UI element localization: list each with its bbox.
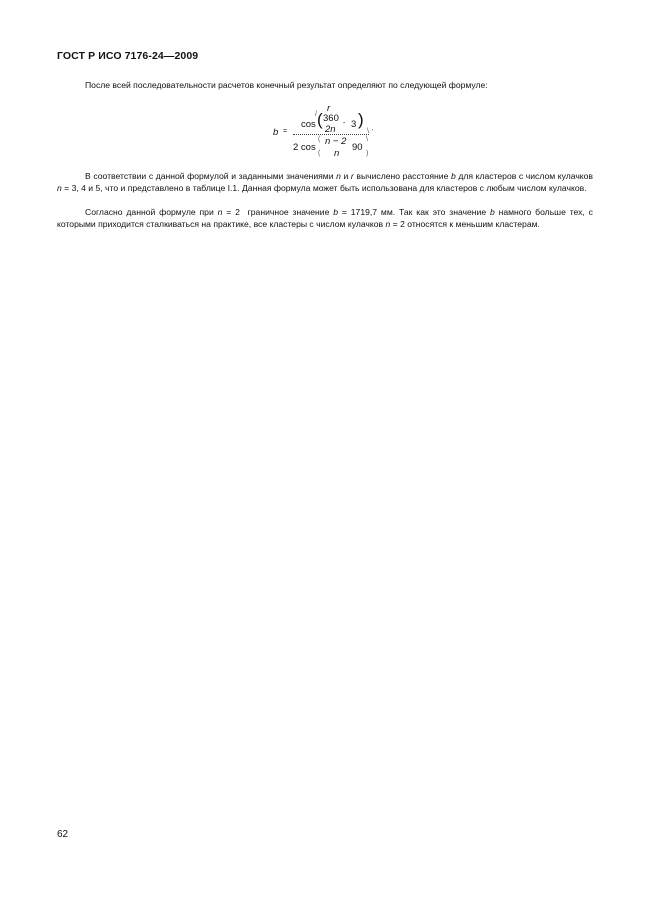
formula-r: r	[327, 103, 331, 114]
formula-fraction-line	[293, 134, 369, 135]
formula-n-minus-2: n − 2	[325, 136, 347, 147]
formula-equals: =	[283, 128, 288, 135]
formula-mark-tr: \	[367, 128, 369, 135]
paragraph-boundary-value	[57, 207, 593, 230]
text-fragment: и	[340, 171, 351, 181]
text-fragment: намного больше тех, с которыми приходится сталкиваться на практике, все кластеры с числом кулачков	[57, 207, 593, 229]
formula-90: 90	[352, 142, 363, 153]
text-fragment: В соответствии с данной формулой и заданными значениями	[85, 171, 337, 181]
formula-mark-r1: \	[366, 136, 368, 143]
formula-360: 360	[323, 113, 339, 124]
formula-lhs-b: b	[273, 127, 279, 138]
text-fragment: = 1719,7 мм. Так как это значение	[338, 207, 490, 217]
page-number: 62	[57, 829, 69, 840]
formula-minus-top: -	[343, 120, 346, 127]
text-fragment: для кластеров с числом кулачков	[455, 171, 593, 181]
var-b: b	[333, 207, 339, 217]
var-n: n	[217, 207, 223, 217]
formula-2n: 2n	[325, 124, 336, 135]
formula-mark-l2: (	[318, 150, 321, 157]
var-b: b	[450, 171, 456, 181]
text-fragment: вычислено расстояние	[353, 171, 451, 181]
intro-text: После всей последовательности расчетов конечный результат определяют по следующей формуле:	[85, 80, 488, 90]
text-fragment: = 2 относятся к меньшим кластерам.	[390, 218, 540, 229]
document-header: ГОСТ Р ИСО 7176-24—2009	[57, 50, 199, 62]
formula-mark-top: /	[315, 111, 317, 118]
var-r: r	[350, 171, 354, 181]
var-n: n	[57, 182, 62, 193]
formula-rparen-top: )	[358, 110, 364, 129]
var-b: b	[489, 207, 495, 217]
formula-lparen-top: (	[317, 110, 323, 129]
formula-mark-l1: (	[318, 136, 321, 143]
formula-2cos: 2 cos	[293, 142, 316, 153]
formula-block	[0, 0, 646, 170]
text-fragment: Согласно данной формуле при	[85, 207, 218, 217]
formula-mark-tr2: '	[372, 129, 374, 136]
formula-cos-top: cos	[301, 119, 316, 130]
paragraph-formula-explanation	[57, 171, 593, 194]
var-n: n	[385, 218, 391, 229]
text-fragment: = 3, 4 и 5, что и представлено в таблице I.1. Данная формула может быть использована для кластеров с любым числом кулачков.	[61, 182, 587, 193]
formula-den-n: n	[334, 148, 340, 159]
var-n: n	[336, 171, 341, 181]
text-fragment: = 2 граничное значение	[222, 207, 334, 217]
formula-mark-r2: )	[366, 150, 369, 157]
formula-3: 3	[351, 119, 357, 130]
